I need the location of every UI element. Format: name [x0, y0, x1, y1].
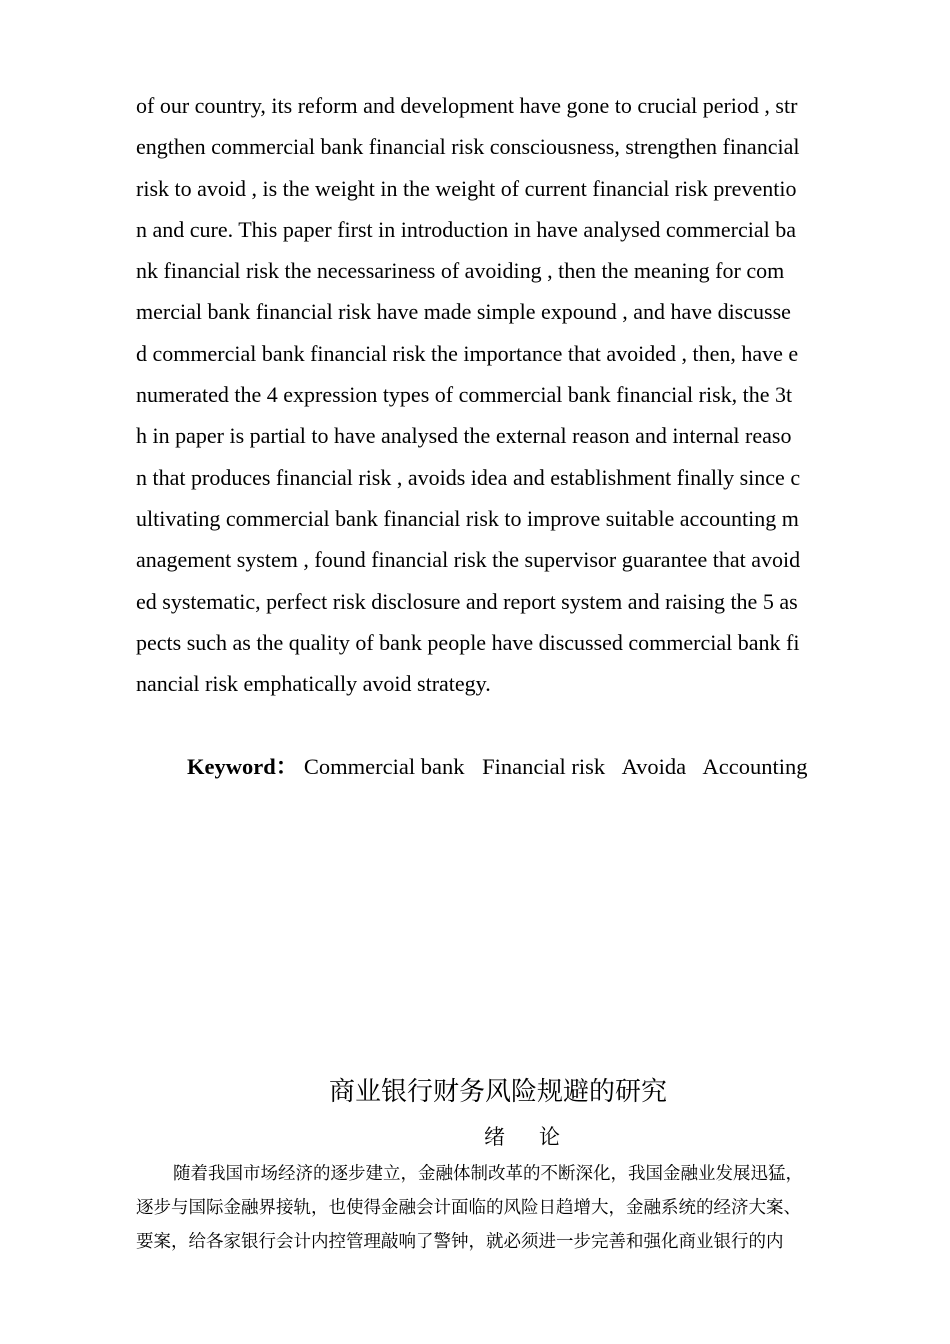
- abstract-line: n that produces financial risk , avoids idea and establishment finally since c: [136, 464, 801, 490]
- abstract-english: [136, 85, 860, 704]
- paragraph-line: 随着我国市场经济的逐步建立，金融体制改革的不断深化，我国金融业发展迅猛，: [173, 1164, 803, 1184]
- abstract-line: ultivating commercial bank financial risk to improve suitable accounting m: [136, 505, 799, 531]
- keyword-term: Avoida: [621, 754, 687, 779]
- abstract-line: of our country, its reform and development have gone to crucial period , str: [136, 93, 798, 118]
- chinese-paper-title: 商业银行财务风险规避的研究: [328, 1077, 667, 1107]
- keywords-label: Keyword：: [187, 754, 299, 779]
- paragraph-line: 要案，给各家银行会计内控管理敲响了警钟，就必须进一步完善和强化商业银行的内: [136, 1232, 784, 1252]
- chinese-intro-paragraph: [136, 1157, 876, 1259]
- abstract-line: ed systematic, perfect risk disclosure and report system and raising the 5 as: [136, 588, 798, 614]
- abstract-line: numerated the 4 expression types of commercial bank financial risk, the 3t: [136, 382, 793, 408]
- abstract-line: n and cure. This paper first in introduction in have analysed commercial ba: [136, 216, 796, 242]
- abstract-line: anagement system , found financial risk the supervisor guarantee that avoid: [136, 547, 801, 573]
- keyword-term: Commercial bank: [303, 754, 465, 779]
- keywords-line: [187, 747, 808, 787]
- abstract-line: mercial bank financial risk have made simple expound , and have discusse: [136, 299, 791, 325]
- paragraph-line: 逐步与国际金融界接轨，也使得金融会计面临的风险日趋增大，金融系统的经济大案、: [136, 1198, 801, 1218]
- keyword-term: Accounting: [702, 754, 808, 779]
- abstract-line: d commercial bank financial risk the importance that avoided , then, have e: [136, 340, 799, 366]
- keyword-term: Financial risk: [482, 754, 606, 779]
- abstract-line: engthen commercial bank financial risk consciousness, strengthen financial: [136, 134, 800, 160]
- abstract-line: nk financial risk the necessariness of avoiding , then the meaning for com: [136, 258, 785, 284]
- abstract-line: h in paper is partial to have analysed the external reason and internal reaso: [136, 423, 792, 449]
- abstract-line: risk to avoid , is the weight in the weight of current financial risk preventio: [136, 175, 797, 201]
- introduction-heading: 绪论: [484, 1125, 594, 1149]
- abstract-line: nancial risk emphatically avoid strategy.: [136, 671, 491, 697]
- abstract-line: pects such as the quality of bank people have discussed commercial bank fi: [136, 629, 800, 655]
